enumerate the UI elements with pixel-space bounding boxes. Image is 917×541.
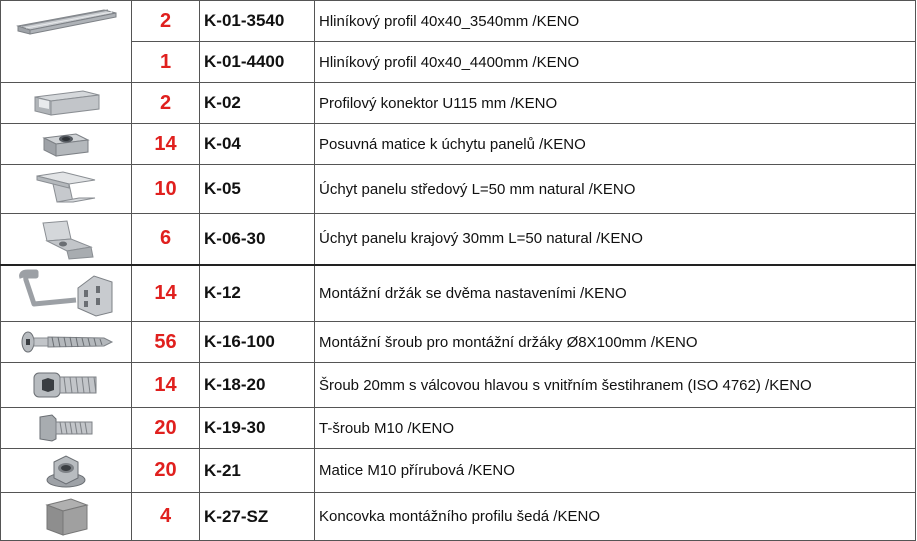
- quantity: 6: [132, 214, 200, 265]
- part-code: K-18-20: [200, 363, 315, 408]
- quantity: 4: [132, 493, 200, 541]
- part-code: K-05: [200, 165, 315, 214]
- image-cell: [1, 214, 132, 265]
- quantity: 20: [132, 408, 200, 449]
- end-cap-icon: [41, 495, 91, 539]
- part-code: K-16-100: [200, 322, 315, 363]
- quantity: 14: [132, 265, 200, 322]
- quantity: 2: [132, 1, 200, 42]
- table-row: [1, 42, 916, 83]
- part-code: K-06-30: [200, 214, 315, 265]
- quantity: 14: [132, 124, 200, 165]
- part-description: Úchyt panelu krajový 30mm L=50 natural /KENO: [315, 214, 916, 265]
- part-description: T-šroub M10 /KENO: [315, 408, 916, 449]
- table-row: [1, 322, 916, 363]
- middle-clamp-icon: [33, 168, 99, 210]
- quantity: 14: [132, 363, 200, 408]
- part-description: Posuvná matice k úchytu panelů /KENO: [315, 124, 916, 165]
- part-description: Šroub 20mm s válcovou hlavou s vnitřním šestihranem (ISO 4762) /KENO: [315, 363, 916, 408]
- part-description: Úchyt panelu středový L=50 mm natural /KENO: [315, 165, 916, 214]
- part-description: Koncovka montážního profilu šedá /KENO: [315, 493, 916, 541]
- image-cell: [1, 449, 132, 493]
- table-row: [1, 408, 916, 449]
- part-description: Profilový konektor U115 mm /KENO: [315, 83, 916, 124]
- wood-screw-icon: [18, 330, 114, 354]
- t-bolt-icon: [34, 413, 98, 443]
- table-row: [1, 265, 916, 322]
- quantity: 20: [132, 449, 200, 493]
- image-cell: [1, 265, 132, 322]
- table-row: [1, 493, 916, 541]
- part-code: K-21: [200, 449, 315, 493]
- socket-screw-icon: [30, 368, 102, 402]
- part-code: K-01-3540: [200, 1, 315, 42]
- part-description: Hliníkový profil 40x40_4400mm /KENO: [315, 42, 916, 83]
- image-cell: [1, 493, 132, 541]
- image-cell: [1, 408, 132, 449]
- part-code: K-02: [200, 83, 315, 124]
- u-connector-icon: [29, 87, 103, 119]
- quantity: 10: [132, 165, 200, 214]
- end-clamp-icon: [33, 217, 99, 261]
- quantity: 2: [132, 83, 200, 124]
- table-row: [1, 1, 916, 42]
- image-cell: [1, 165, 132, 214]
- flange-nut-icon: [44, 452, 88, 490]
- sliding-nut-icon: [36, 128, 96, 160]
- table-row: [1, 449, 916, 493]
- part-code: K-04: [200, 124, 315, 165]
- roof-hook-icon: [16, 268, 116, 318]
- quantity: 56: [132, 322, 200, 363]
- part-description: Montážní držák se dvěma nastaveními /KENO: [315, 265, 916, 322]
- table-row: [1, 124, 916, 165]
- table-row: [1, 165, 916, 214]
- part-description: Montážní šroub pro montážní držáky Ø8X100mm /KENO: [315, 322, 916, 363]
- image-cell: [1, 363, 132, 408]
- image-cell: [1, 83, 132, 124]
- table-row: [1, 83, 916, 124]
- image-cell: [1, 1, 132, 83]
- part-code: K-27-SZ: [200, 493, 315, 541]
- part-code: K-01-4400: [200, 42, 315, 83]
- part-code: K-12: [200, 265, 315, 322]
- image-cell: [1, 322, 132, 363]
- table-row: [1, 214, 916, 265]
- part-code: K-19-30: [200, 408, 315, 449]
- image-cell: [1, 124, 132, 165]
- part-description: Hliníkový profil 40x40_3540mm /KENO: [315, 1, 916, 42]
- part-description: Matice M10 přírubová /KENO: [315, 449, 916, 493]
- aluminium-profile-icon: [12, 4, 120, 36]
- table-row: [1, 363, 916, 408]
- quantity: 1: [132, 42, 200, 83]
